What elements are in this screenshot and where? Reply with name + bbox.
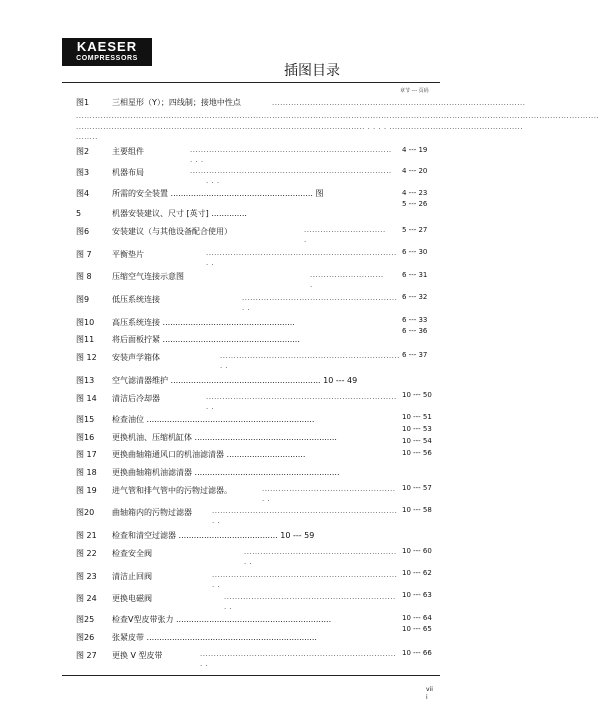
figure-number: 图16 <box>76 433 95 442</box>
dot-leader: ........................................................ <box>244 548 397 556</box>
page-ref: 10 --- 53 <box>402 425 432 433</box>
dot-leader: . . <box>206 259 215 267</box>
kaeser-logo <box>62 38 152 66</box>
figure-title: 清洁止回阀 <box>112 572 152 581</box>
figure-number: 图 21 <box>76 531 97 540</box>
figure-number: 图2 <box>76 147 90 156</box>
page-ref: 10 --- 58 <box>402 506 432 514</box>
page-ref: 10 --- 64 <box>402 614 432 622</box>
figure-title: 平衡垫片 <box>112 250 144 259</box>
dot-leader: .............................. <box>304 226 386 234</box>
dot-leader: . <box>310 281 313 289</box>
dot-leader: ................................................. <box>262 485 396 493</box>
page-ref: 10 --- 57 <box>402 484 432 492</box>
dot-leader: .......................................................................................................... . . . . ................................................. <box>76 123 523 131</box>
figure-title: 机器布局 <box>112 168 144 177</box>
figure-number: 图3 <box>76 168 90 177</box>
figure-title: 压缩空气连接示意图 <box>112 272 184 281</box>
dot-leader: .................................................................... <box>212 571 398 579</box>
page-ref: 6 --- 31 <box>402 271 428 279</box>
page-ref: 5 --- 26 <box>402 200 428 208</box>
page-ref: 6 --- 36 <box>402 327 428 335</box>
figure-number: 图 7 <box>76 250 92 259</box>
dot-leader: . <box>304 236 307 244</box>
figure-title: 清洁后冷却器 <box>112 394 160 403</box>
figure-title: 检查安全阀 <box>112 549 152 558</box>
figure-number: 图 24 <box>76 594 97 603</box>
page-ref: 10 --- 50 <box>402 391 432 399</box>
figure-title: 低压系统连接 <box>112 295 160 304</box>
figure-number: 5 <box>76 209 82 218</box>
logo-line2: COMPRESSORS <box>76 55 138 62</box>
dot-leader: .......................................................................... <box>190 167 392 175</box>
figure-title: 张紧皮带 ................................................................... <box>112 633 317 642</box>
figure-title: 安装建议（与其他设备配合使用） <box>112 227 232 236</box>
dot-leader: .................................................................. <box>220 352 400 360</box>
footer-divider <box>62 675 440 676</box>
header-divider <box>62 82 440 83</box>
page-title: 插图目录 <box>284 63 340 79</box>
figure-title: 空气滤清器维护 ........................................................... 10 --- 49 <box>112 376 358 385</box>
page-ref: 10 --- 65 <box>402 625 432 633</box>
figure-title: 更换电磁阀 <box>112 594 152 603</box>
dot-leader: ................................................................................................................................................................................................ <box>76 112 599 120</box>
figure-number: 图 27 <box>76 651 97 660</box>
figure-title: 更换机油、压缩机缸体 ........................................................ <box>112 433 337 442</box>
page-ref: 6 --- 33 <box>402 316 428 324</box>
page-number-line2: i <box>426 694 428 701</box>
figure-number: 图26 <box>76 633 95 642</box>
page-ref: 4 --- 20 <box>402 167 428 175</box>
figure-number: 图 17 <box>76 450 97 459</box>
figure-title: 安装声学箱体 <box>112 353 160 362</box>
dot-leader: . . <box>206 403 215 411</box>
figure-title: 进气管和排气管中的污物过滤器。 <box>112 486 232 495</box>
dot-leader: ........................... <box>310 271 384 279</box>
figure-number: 图 22 <box>76 549 97 558</box>
dot-leader: . . . <box>190 156 204 164</box>
page-ref: 4 --- 19 <box>402 146 428 154</box>
page-ref: 10 --- 62 <box>402 569 432 577</box>
figure-title: 所需的安全装置 ........................................................ 图 <box>112 189 324 198</box>
dot-leader: . . <box>224 603 233 611</box>
figure-number: 图 14 <box>76 394 97 403</box>
column-label: 章节 --- 页码 <box>400 88 429 94</box>
dot-leader: ............................................................... <box>224 593 396 601</box>
figure-number: 图 19 <box>76 486 97 495</box>
figure-number: 图13 <box>76 376 95 385</box>
dot-leader: ............................................................................................. <box>272 99 526 107</box>
page-number <box>426 686 433 702</box>
figure-number: 图1 <box>76 98 90 107</box>
dot-leader: . . . <box>206 177 220 185</box>
figure-title: 更换曲轴箱机油滤清器 ......................................................... <box>112 468 340 477</box>
logo-line1: KAESER <box>76 39 138 54</box>
dot-leader: . . <box>244 558 253 566</box>
figure-title: 更换曲轴箱通风口的机油滤清器 ............................... <box>112 450 306 459</box>
figure-title: 将后面板拧紧 ...................................................... <box>112 335 300 344</box>
page-ref: 10 --- 66 <box>402 649 432 657</box>
figure-number: 图25 <box>76 615 95 624</box>
page-ref: 6 --- 37 <box>402 351 428 359</box>
figure-number: 图 23 <box>76 572 97 581</box>
figure-number: 图15 <box>76 415 95 424</box>
dot-leader: ...................................................................... <box>206 393 397 401</box>
page-ref: 6 --- 32 <box>402 293 428 301</box>
dot-leader: . . <box>212 581 221 589</box>
dot-leader: . . <box>212 517 221 525</box>
figure-number: 图9 <box>76 295 90 304</box>
dot-leader: ......................................................... <box>242 294 398 302</box>
figure-number: 图20 <box>76 508 95 517</box>
figure-number: 图 18 <box>76 468 97 477</box>
figure-title: 曲轴箱内的污物过滤器 <box>112 508 192 517</box>
figure-title: 机器安装建议、尺寸 [英寸] .............. <box>112 209 247 218</box>
dot-leader: . . <box>262 495 271 503</box>
dot-leader: . . <box>200 660 209 668</box>
figure-title: 更换 V 型皮带 <box>112 651 163 660</box>
figure-title: 三相星形（Y）；四线制；接地中性点 <box>112 98 241 107</box>
figure-number: 图4 <box>76 189 90 198</box>
dot-leader: .................................................................... <box>212 507 398 515</box>
figure-title: 检查油位 .................................................................. <box>112 415 315 424</box>
dot-leader: .......................................................................... <box>190 146 392 154</box>
page-ref: 4 --- 23 <box>402 189 428 197</box>
figure-title: 检查V型皮带张力 ............................................................. <box>112 615 332 624</box>
page-number-line1: vii <box>426 686 433 693</box>
figure-number: 图 8 <box>76 272 92 281</box>
figure-title: 高压系统连接 .................................................... <box>112 318 295 327</box>
page-ref: 6 --- 30 <box>402 248 428 256</box>
page-ref: 10 --- 60 <box>402 547 432 555</box>
figure-number: 图11 <box>76 335 95 344</box>
page-ref: 5 --- 27 <box>402 226 428 234</box>
page-ref: 10 --- 54 <box>402 437 432 445</box>
page-ref: 10 --- 56 <box>402 449 432 457</box>
dot-leader: ...................................................................... <box>206 249 397 257</box>
figure-number: 图10 <box>76 318 95 327</box>
dot-leader: . . <box>220 362 229 370</box>
figure-title: 主要组件 <box>112 147 144 156</box>
figure-number: 图6 <box>76 227 90 236</box>
dot-leader: ........ <box>76 133 98 141</box>
page-ref: 10 --- 63 <box>402 591 432 599</box>
figure-title: 检查和清空过滤器 ....................................... 10 --- 59 <box>112 531 315 540</box>
page-ref: 10 --- 51 <box>402 413 432 421</box>
figure-number: 图 12 <box>76 353 97 362</box>
dot-leader: ........................................................................ <box>200 650 397 658</box>
dot-leader: . . <box>242 304 251 312</box>
